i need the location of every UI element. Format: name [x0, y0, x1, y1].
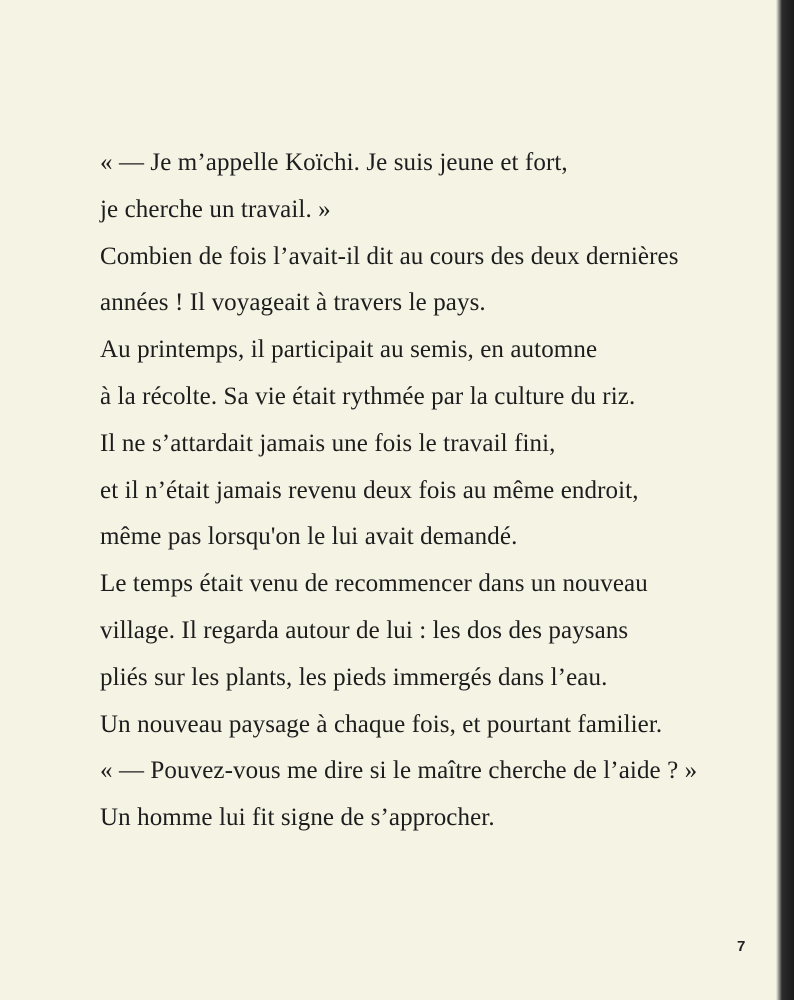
story-text: [100, 140, 700, 842]
text-line: Un homme lui fit signe de s’approcher.: [100, 804, 495, 832]
text-line: Combien de fois l’avait-il dit au cours des deux dernières: [100, 242, 679, 270]
text-line: Il ne s’attardait jamais une fois le travail fini,: [100, 429, 556, 457]
text-line: Au printemps, il participait au semis, en automne: [100, 336, 598, 364]
text-line: à la récolte. Sa vie était rythmée par la culture du riz.: [100, 382, 636, 410]
text-line: et il n’était jamais revenu deux fois au même endroit,: [100, 476, 639, 504]
text-line: Le temps était venu de recommencer dans un nouveau: [100, 570, 648, 598]
page-number: 7: [737, 938, 746, 955]
text-line: pliés sur les plants, les pieds immergés dans l’eau.: [100, 663, 608, 691]
text-line: « — Pouvez-vous me dire si le maître cherche de l’aide ? »: [100, 757, 698, 785]
page-edge-shadow: [754, 0, 794, 1000]
text-line: années ! Il voyageait à travers le pays.: [100, 289, 486, 317]
text-line: « — Je m’appelle Koïchi. Je suis jeune et fort,: [100, 149, 568, 176]
text-line: village. Il regarda autour de lui : les dos des paysans: [100, 616, 629, 644]
text-line: même pas lorsqu'on le lui avait demandé.: [100, 523, 518, 551]
text-line: je cherche un travail. »: [100, 195, 331, 223]
text-line: Un nouveau paysage à chaque fois, et pourtant familier.: [100, 710, 663, 738]
